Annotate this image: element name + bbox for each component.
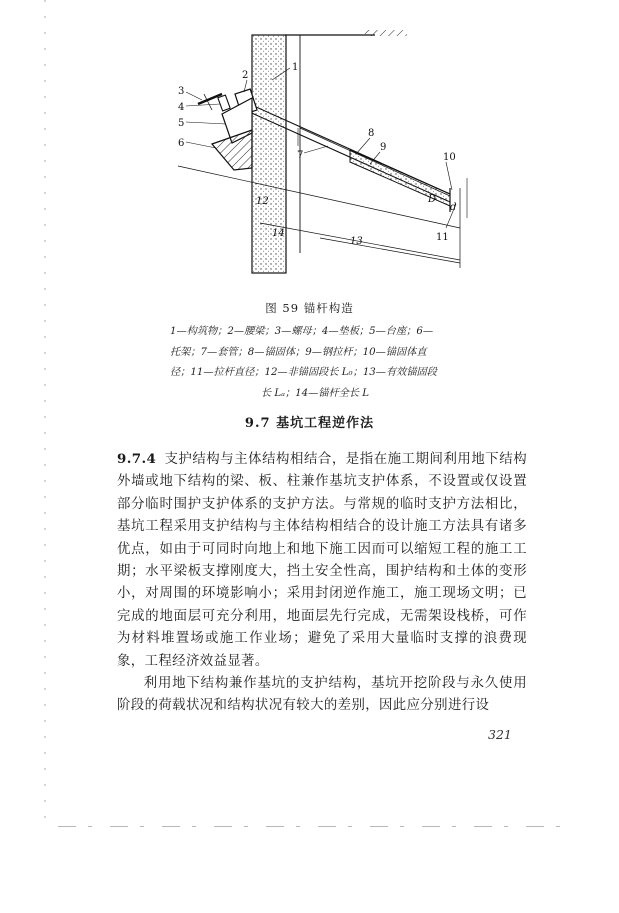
symbol-D: D — [428, 194, 437, 205]
figure-legend — [170, 322, 460, 404]
legend-line-3: 径；11—拉杆直径；12—非锚固段长 L₀；13—有效锚固段 — [170, 367, 437, 378]
callout-4: 4 — [178, 102, 185, 113]
page-edge-mark — [44, 0, 46, 820]
clause-paragraph-1 — [117, 448, 527, 673]
callout-10: 10 — [443, 152, 456, 163]
nut — [218, 95, 230, 111]
anchor-structure-figure — [160, 18, 480, 280]
legend-line-2: 托架；7—套管；8—锚固体；9—钢拉杆；10—锚固体直 — [170, 346, 427, 358]
callout-7: 7 — [297, 150, 304, 161]
callout-1: 1 — [292, 62, 299, 73]
callout-13: 13 — [350, 236, 363, 247]
section-heading: 9.7 基坑工程逆作法 — [244, 416, 375, 431]
callout-3: 3 — [178, 86, 185, 97]
clause-paragraph-2 — [117, 673, 527, 718]
dim-L0 — [178, 166, 460, 228]
callout-9: 9 — [380, 142, 387, 153]
bottom-scan-rule — [58, 826, 578, 827]
clause-text-1: 支护结构与主体结构相结合，是指在施工期间利用地下结构外墙或地下结构的梁、板、柱兼作基坑支护体系，不设置或仅设置部分临时围护支护体系的支护方法。与常规的临时支护方法相比，基坑工程采用支护结构与主体结构相结合的设计施工方法具有诸多优点，如由于可同时向地上和地下施工因而可以缩短工程的施工工期；水平梁板支撑刚度大，挡土安全性高，围护结构和土体的变形小，对周围的环境影响小；采用封闭逆作施工，施工现场文明；已完成的地面层可充分利用，地面层先行完成，无需架设栈桥，可作为材料堆置场或施工作业场；避免了采用大量临时支撑的浪费现象，工程经济效益显著。 — [117, 452, 527, 669]
callout-14: 14 — [272, 228, 285, 239]
callout-2: 2 — [242, 70, 249, 81]
legend-line-4: 长 Lₐ；14—锚杆全长 L — [260, 387, 370, 399]
symbol-d: d — [450, 202, 457, 213]
legend-line-1: 1—构筑物；2—腰梁；3—螺母；4—垫板；5—台座；6— — [170, 326, 434, 337]
callout-11: 11 — [436, 232, 449, 243]
figure-caption: 图 59 锚杆构造 — [265, 301, 354, 315]
body-text — [117, 448, 527, 718]
anchor-diagram — [160, 18, 480, 280]
ground-hatch — [365, 30, 407, 36]
callout-8: 8 — [368, 128, 375, 139]
clause-number: 9.7.4 — [117, 451, 157, 467]
callout-6: 6 — [178, 138, 185, 149]
clause-text-2: 利用地下结构兼作基坑的支护结构，基坑开挖阶段与永久使用阶段的荷载状况和结构状况有较大的差别，因此应分别进行设 — [117, 676, 527, 714]
callout-5: 5 — [178, 118, 185, 129]
callout-12: 12 — [256, 196, 269, 207]
page-number: 321 — [488, 727, 512, 742]
